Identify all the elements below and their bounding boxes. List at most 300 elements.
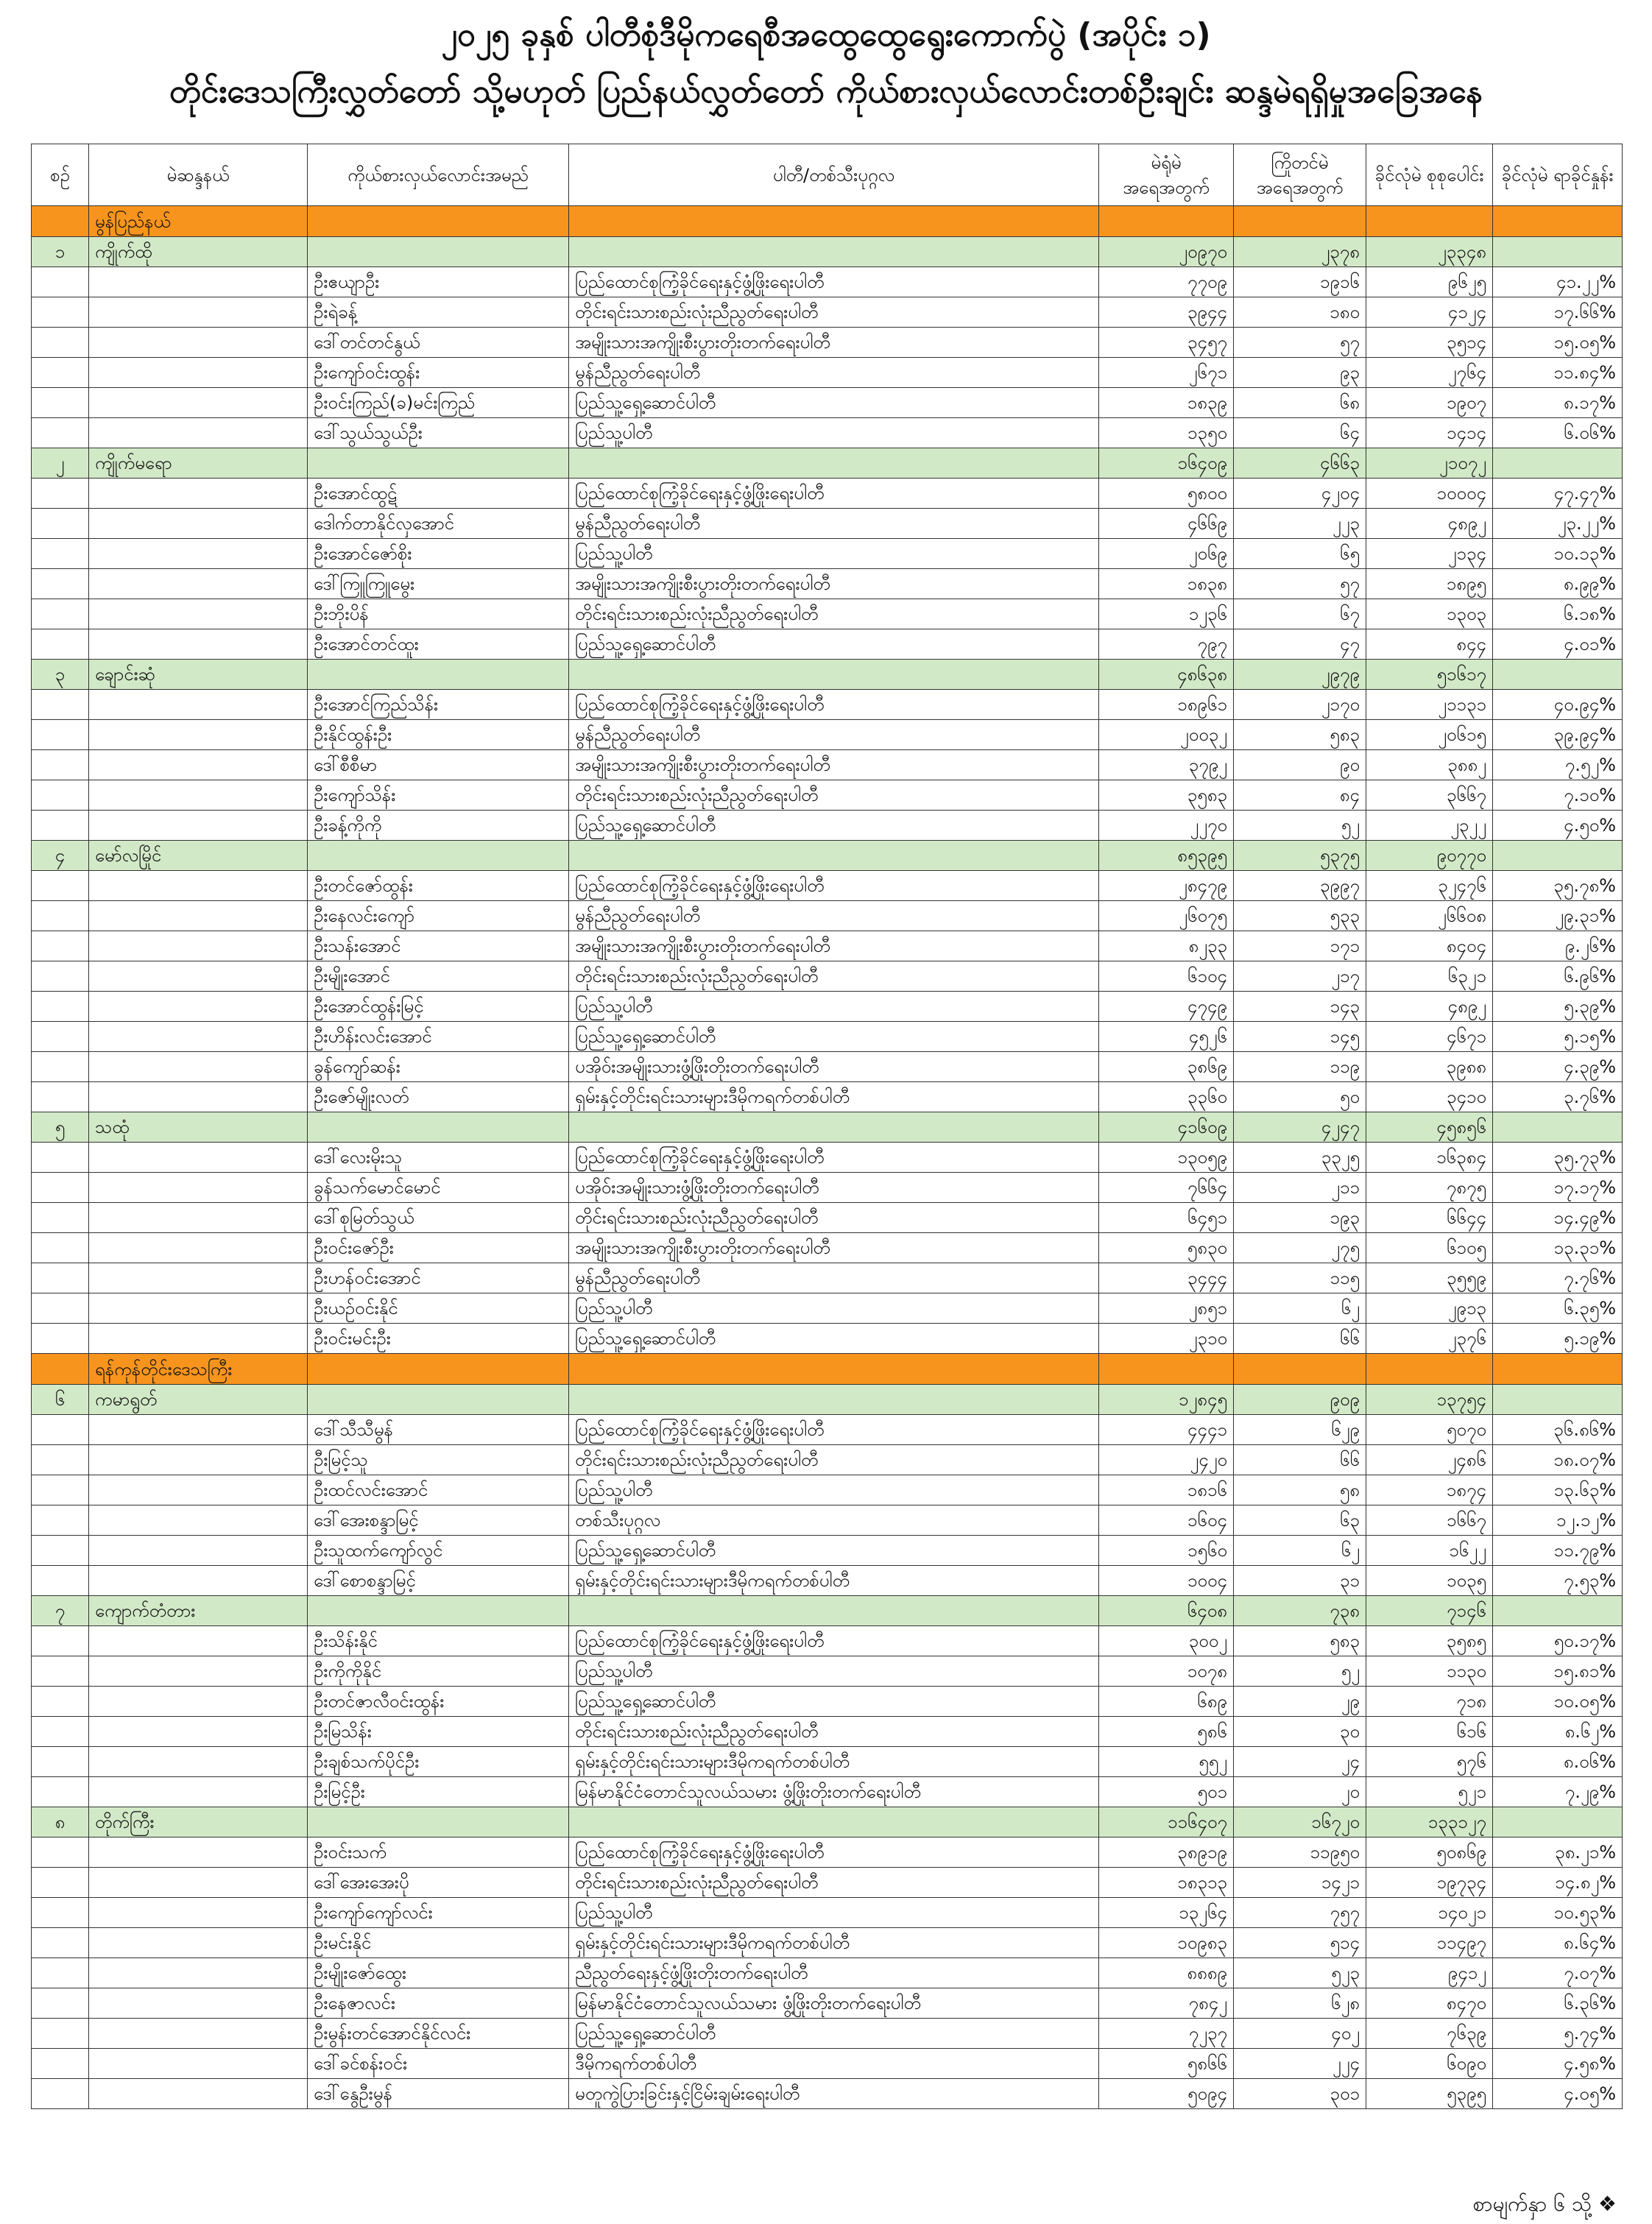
candidate-advance-votes: ၅၁၄ bbox=[1234, 1928, 1366, 1958]
candidate-party: ပြည်သူ့ပါတီ bbox=[569, 1898, 1099, 1928]
candidate-valid-votes: ၈၂၃၃ bbox=[1099, 931, 1234, 961]
candidate-valid-votes: ၅၈၆၆ bbox=[1099, 2049, 1234, 2079]
candidate-total-votes: ၈၄၄ bbox=[1366, 629, 1493, 660]
candidate-total-votes: ၄၈၉၂ bbox=[1366, 509, 1493, 539]
candidate-advance-votes: ၁၉၃ bbox=[1234, 1203, 1366, 1233]
candidate-cell-empty bbox=[32, 2079, 89, 2109]
candidate-total-votes: ၃၄၁၀ bbox=[1366, 1082, 1493, 1112]
candidate-percent: ၄၇.၄၇% bbox=[1493, 479, 1623, 509]
candidate-cell-empty bbox=[89, 297, 308, 328]
candidate-total-votes: ၆၁၀၅ bbox=[1366, 1233, 1493, 1263]
candidate-row bbox=[32, 1898, 1623, 1928]
candidate-cell-empty bbox=[89, 1838, 308, 1868]
candidate-cell-empty bbox=[89, 992, 308, 1022]
candidate-percent: ၈.၁၇% bbox=[1493, 388, 1623, 418]
region-cell-empty bbox=[569, 206, 1099, 237]
candidate-total-votes: ၁၄၀၂၁ bbox=[1366, 1898, 1493, 1928]
region-cell-empty bbox=[1366, 206, 1493, 237]
candidate-party: ပြည်ထောင်စုကြံ့ခိုင်ရေးနှင့်ဖွံ့ဖြိုးရေးပါတီ bbox=[569, 1838, 1099, 1868]
candidate-cell-empty bbox=[32, 1536, 89, 1566]
constituency-name: သထုံ bbox=[89, 1112, 308, 1143]
candidate-row bbox=[32, 1022, 1623, 1052]
candidate-cell-empty bbox=[89, 901, 308, 931]
candidate-cell-empty bbox=[32, 961, 89, 992]
candidate-row bbox=[32, 1324, 1623, 1354]
candidate-cell-empty bbox=[32, 358, 89, 388]
candidate-cell-empty bbox=[32, 1566, 89, 1596]
candidate-percent: ၃.၇၆% bbox=[1493, 1082, 1623, 1112]
candidate-advance-votes: ၉၀ bbox=[1234, 750, 1366, 780]
candidate-name: ဦးဇော်မျိုးလတ် bbox=[308, 1082, 569, 1112]
candidate-total-votes: ၃၆၆၇ bbox=[1366, 780, 1493, 811]
candidate-total-votes: ၁၁၄၉၇ bbox=[1366, 1928, 1493, 1958]
constituency-name: မော်လမြိုင် bbox=[89, 841, 308, 871]
candidate-advance-votes: ၆၂ bbox=[1234, 1293, 1366, 1324]
candidate-valid-votes: ၄၅၂၆ bbox=[1099, 1022, 1234, 1052]
candidate-name: ဦးဟန်ဝင်းအောင် bbox=[308, 1263, 569, 1293]
candidate-percent: ၁၁.၇၉% bbox=[1493, 1536, 1623, 1566]
candidate-percent: ၁၃.၃၁% bbox=[1493, 1233, 1623, 1263]
candidate-valid-votes: ၇၂၃၇ bbox=[1099, 2019, 1234, 2049]
region-cell-empty bbox=[1234, 206, 1366, 237]
constituency-cell-empty bbox=[1493, 660, 1623, 690]
candidate-cell-empty bbox=[32, 388, 89, 418]
constituency-row bbox=[32, 237, 1623, 267]
constituency-row bbox=[32, 660, 1623, 690]
candidate-cell-empty bbox=[89, 1928, 308, 1958]
candidate-advance-votes: ၆၆ bbox=[1234, 1324, 1366, 1354]
candidate-valid-votes: ၂၈၅၁ bbox=[1099, 1293, 1234, 1324]
candidate-party: ပြည်ထောင်စုကြံ့ခိုင်ရေးနှင့်ဖွံ့ဖြိုးရေးပါတီ bbox=[569, 690, 1099, 720]
candidate-party: ပြည်သူ့ရှေ့ဆောင်ပါတီ bbox=[569, 1022, 1099, 1052]
candidate-row bbox=[32, 1958, 1623, 1988]
constituency-cell-empty bbox=[569, 1807, 1099, 1838]
candidate-name: ဦးဟိန်းလင်းအောင် bbox=[308, 1022, 569, 1052]
candidate-party: ပအိုဝ်းအမျိုးသားဖွံ့ဖြိုးတိုးတက်ရေးပါတီ bbox=[569, 1052, 1099, 1082]
candidate-cell-empty bbox=[32, 1173, 89, 1203]
candidate-percent: ၅.၇၄% bbox=[1493, 2019, 1623, 2049]
candidate-party: ပြည်သူ့ပါတီ bbox=[569, 1656, 1099, 1687]
region-cell-empty bbox=[32, 1354, 89, 1385]
candidate-valid-votes: ၂၄၂၀ bbox=[1099, 1445, 1234, 1475]
candidate-valid-votes: ၃၄၅၇ bbox=[1099, 328, 1234, 358]
candidate-cell-empty bbox=[89, 1536, 308, 1566]
candidate-total-votes: ၁၆၃၈၄ bbox=[1366, 1143, 1493, 1173]
candidate-cell-empty bbox=[89, 1203, 308, 1233]
candidate-name: ဦးထင်လင်းအောင် bbox=[308, 1475, 569, 1505]
candidate-percent: ၄.၅၀% bbox=[1493, 811, 1623, 841]
candidate-cell-empty bbox=[89, 328, 308, 358]
candidate-total-votes: ၁၄၁၄ bbox=[1366, 418, 1493, 448]
candidate-cell-empty bbox=[32, 479, 89, 509]
constituency-total-votes: ၄၅၈၅၆ bbox=[1366, 1112, 1493, 1143]
constituency-total-valid: ၈၅၃၉၅ bbox=[1099, 841, 1234, 871]
candidate-name: ဦးချစ်သက်ပိုင်ဦး bbox=[308, 1747, 569, 1777]
candidate-party: အမျိုးသားအကျိုးစီးပွားတိုးတက်ရေးပါတီ bbox=[569, 931, 1099, 961]
candidate-name: ဦးနေဇာလင်း bbox=[308, 1988, 569, 2019]
candidate-valid-votes: ၅၀၁ bbox=[1099, 1777, 1234, 1807]
region-cell-empty bbox=[1099, 1354, 1234, 1385]
candidate-total-votes: ၁၉၇၃၄ bbox=[1366, 1868, 1493, 1898]
candidate-valid-votes: ၆၄၅၁ bbox=[1099, 1203, 1234, 1233]
candidate-advance-votes: ၁၄၅ bbox=[1234, 1022, 1366, 1052]
candidate-valid-votes: ၁၀၇၈ bbox=[1099, 1656, 1234, 1687]
candidate-row bbox=[32, 720, 1623, 750]
candidate-valid-votes: ၄၆၆၉ bbox=[1099, 509, 1234, 539]
constituency-name: ကျိုက်မရော bbox=[89, 448, 308, 479]
candidate-cell-empty bbox=[89, 418, 308, 448]
constituency-name: ချောင်းဆုံ bbox=[89, 660, 308, 690]
candidate-cell-empty bbox=[89, 1566, 308, 1596]
candidate-percent: ၅.၃၉% bbox=[1493, 992, 1623, 1022]
candidate-cell-empty bbox=[32, 1687, 89, 1717]
candidate-cell-empty bbox=[89, 1293, 308, 1324]
region-cell-empty bbox=[32, 206, 89, 237]
constituency-cell-empty bbox=[308, 841, 569, 871]
candidate-advance-votes: ၁၄၂၁ bbox=[1234, 1868, 1366, 1898]
candidate-row bbox=[32, 901, 1623, 931]
candidate-percent: ၂၉.၃၁% bbox=[1493, 901, 1623, 931]
header-total-votes: ခိုင်လုံမဲ စုစုပေါင်း bbox=[1366, 144, 1493, 206]
candidate-party: ပြည်သူ့ရှေ့ဆောင်ပါတီ bbox=[569, 629, 1099, 660]
constituency-total-advance: ၅၃၇၅ bbox=[1234, 841, 1366, 871]
candidate-cell-empty bbox=[89, 388, 308, 418]
constituency-total-advance: ၄၂၄၇ bbox=[1234, 1112, 1366, 1143]
candidate-party: ပြည်ထောင်စုကြံ့ခိုင်ရေးနှင့်ဖွံ့ဖြိုးရေးပါတီ bbox=[569, 1415, 1099, 1445]
candidate-advance-votes: ၂၁၁ bbox=[1234, 1173, 1366, 1203]
candidate-valid-votes: ၄၄၄၁ bbox=[1099, 1415, 1234, 1445]
candidate-name: ဒေါက်တာနိုင်လှအောင် bbox=[308, 509, 569, 539]
candidate-row bbox=[32, 539, 1623, 569]
candidate-percent: ၁၀.၀၅% bbox=[1493, 1687, 1623, 1717]
constituency-cell-empty bbox=[1493, 841, 1623, 871]
candidate-advance-votes: ၆၈ bbox=[1234, 388, 1366, 418]
candidate-total-votes: ၆၀၉၀ bbox=[1366, 2049, 1493, 2079]
candidate-row bbox=[32, 479, 1623, 509]
candidate-cell-empty bbox=[32, 720, 89, 750]
candidate-valid-votes: ၁၀၀၄ bbox=[1099, 1566, 1234, 1596]
candidate-cell-empty bbox=[32, 1263, 89, 1293]
candidate-cell-empty bbox=[32, 1293, 89, 1324]
candidate-total-votes: ၈၄၇၀ bbox=[1366, 1988, 1493, 2019]
candidate-total-votes: ၁၆၂၂ bbox=[1366, 1536, 1493, 1566]
candidate-total-votes: ၂၀၆၁၅ bbox=[1366, 720, 1493, 750]
region-row bbox=[32, 206, 1623, 237]
candidate-cell-empty bbox=[32, 1656, 89, 1687]
constituency-no: ၂ bbox=[32, 448, 89, 479]
candidate-cell-empty bbox=[89, 720, 308, 750]
constituency-name: ကျောက်တံတား bbox=[89, 1596, 308, 1626]
constituency-total-valid: ၁၆၄၀၉ bbox=[1099, 448, 1234, 479]
candidate-advance-votes: ၃၀၁ bbox=[1234, 2079, 1366, 2109]
candidate-row bbox=[32, 629, 1623, 660]
candidate-row bbox=[32, 388, 1623, 418]
candidate-total-votes: ၂၃၂၂ bbox=[1366, 811, 1493, 841]
constituency-total-advance: ၂၉၇၉ bbox=[1234, 660, 1366, 690]
candidate-name: ဒေါ်သွယ်သွယ်ဦး bbox=[308, 418, 569, 448]
candidate-cell-empty bbox=[32, 1324, 89, 1354]
candidate-row bbox=[32, 871, 1623, 901]
candidate-advance-votes: ၁၁၅ bbox=[1234, 1263, 1366, 1293]
candidate-cell-empty bbox=[32, 780, 89, 811]
candidate-cell-empty bbox=[32, 2049, 89, 2079]
candidate-row bbox=[32, 1445, 1623, 1475]
candidate-valid-votes: ၁၃၂၆၄ bbox=[1099, 1898, 1234, 1928]
candidate-total-votes: ၁၀၃၅ bbox=[1366, 1566, 1493, 1596]
candidate-cell-empty bbox=[32, 1415, 89, 1445]
constituency-total-advance: ၄၆၆၃ bbox=[1234, 448, 1366, 479]
candidate-valid-votes: ၅၀၉၄ bbox=[1099, 2079, 1234, 2109]
candidate-cell-empty bbox=[32, 1838, 89, 1868]
candidate-percent: ၇.၅၂% bbox=[1493, 750, 1623, 780]
candidate-total-votes: ၂၄၈၆ bbox=[1366, 1445, 1493, 1475]
candidate-cell-empty bbox=[89, 479, 308, 509]
candidate-advance-votes: ၂၀ bbox=[1234, 1777, 1366, 1807]
candidate-advance-votes: ၆၇ bbox=[1234, 599, 1366, 629]
candidate-party: ပြည်သူ့ရှေ့ဆောင်ပါတီ bbox=[569, 1687, 1099, 1717]
candidate-cell-empty bbox=[89, 1868, 308, 1898]
candidate-row bbox=[32, 1263, 1623, 1293]
candidate-cell-empty bbox=[89, 1898, 308, 1928]
candidate-cell-empty bbox=[32, 1626, 89, 1656]
constituency-row bbox=[32, 841, 1623, 871]
results-table bbox=[31, 144, 1623, 2109]
candidate-cell-empty bbox=[89, 961, 308, 992]
candidate-cell-empty bbox=[32, 750, 89, 780]
candidate-advance-votes: ၂၉ bbox=[1234, 1687, 1366, 1717]
candidate-cell-empty bbox=[32, 539, 89, 569]
candidate-party: ရှမ်းနှင့်တိုင်းရင်းသားများဒီမိုကရက်တစ်ပါတီ bbox=[569, 1928, 1099, 1958]
candidate-row bbox=[32, 1868, 1623, 1898]
candidate-valid-votes: ၅၈၆ bbox=[1099, 1717, 1234, 1747]
candidate-total-votes: ၇၈၇၅ bbox=[1366, 1173, 1493, 1203]
candidate-row bbox=[32, 509, 1623, 539]
constituency-cell-empty bbox=[1493, 1385, 1623, 1415]
candidate-cell-empty bbox=[89, 1263, 308, 1293]
candidate-valid-votes: ၅၅၂ bbox=[1099, 1747, 1234, 1777]
constituency-row bbox=[32, 1807, 1623, 1838]
constituency-cell-empty bbox=[569, 841, 1099, 871]
candidate-valid-votes: ၇၉၇ bbox=[1099, 629, 1234, 660]
candidate-name: ဦးကိုကိုနိုင် bbox=[308, 1656, 569, 1687]
candidate-row bbox=[32, 358, 1623, 388]
candidate-advance-votes: ၇၅၇ bbox=[1234, 1898, 1366, 1928]
region-cell-empty bbox=[1493, 1354, 1623, 1385]
candidate-cell-empty bbox=[32, 267, 89, 297]
candidate-advance-votes: ၆၃ bbox=[1234, 1505, 1366, 1536]
candidate-party: တိုင်းရင်းသားစည်းလုံးညီညွတ်ရေးပါတီ bbox=[569, 599, 1099, 629]
candidate-party: ရှမ်းနှင့်တိုင်းရင်းသားများဒီမိုကရက်တစ်ပါတီ bbox=[569, 1747, 1099, 1777]
candidate-percent: ၁၇.၆၆% bbox=[1493, 297, 1623, 328]
document-title-line-1: ၂၀၂၅ ခုနှစ် ပါတီစုံဒီမိုကရေစီအထွေထွေရွေးကောက်ပွဲ (အပိုင်း ၁) bbox=[441, 16, 1211, 54]
constituency-name: ကမာရွတ် bbox=[89, 1385, 308, 1415]
candidate-cell-empty bbox=[32, 1958, 89, 1988]
candidate-cell-empty bbox=[32, 871, 89, 901]
candidate-advance-votes: ၂၁၇ bbox=[1234, 961, 1366, 992]
candidate-advance-votes: ၄၂၀၄ bbox=[1234, 479, 1366, 509]
candidate-cell-empty bbox=[32, 931, 89, 961]
candidate-valid-votes: ၃၈၉၁၉ bbox=[1099, 1838, 1234, 1868]
candidate-valid-votes: ၂၆၀၇၅ bbox=[1099, 901, 1234, 931]
constituency-total-advance: ၁၆၇၂၀ bbox=[1234, 1807, 1366, 1838]
candidate-advance-votes: ၃၀ bbox=[1234, 1717, 1366, 1747]
candidate-valid-votes: ၂၀၆၉ bbox=[1099, 539, 1234, 569]
candidate-cell-empty bbox=[89, 1626, 308, 1656]
constituency-cell-empty bbox=[308, 1112, 569, 1143]
candidate-name: ဦးဧယျာဦး bbox=[308, 267, 569, 297]
header-advance-votes: ကြိုတင်မဲ အရေအတွက် bbox=[1234, 144, 1366, 206]
candidate-percent: ၇.၇၆% bbox=[1493, 1263, 1623, 1293]
constituency-row bbox=[32, 1112, 1623, 1143]
candidate-row bbox=[32, 1475, 1623, 1505]
candidate-advance-votes: ၃၁ bbox=[1234, 1566, 1366, 1596]
candidate-row bbox=[32, 1988, 1623, 2019]
candidate-valid-votes: ၁၈၃၈ bbox=[1099, 569, 1234, 599]
candidate-advance-votes: ၁၇၁ bbox=[1234, 931, 1366, 961]
candidate-cell-empty bbox=[32, 1717, 89, 1747]
candidate-row bbox=[32, 750, 1623, 780]
candidate-party: ညီညွတ်ရေးနှင့်ဖွံ့ဖြိုးတိုးတက်ရေးပါတီ bbox=[569, 1958, 1099, 1988]
candidate-advance-votes: ၂၄ bbox=[1234, 1747, 1366, 1777]
candidate-percent: ၆.၁၈% bbox=[1493, 599, 1623, 629]
candidate-valid-votes: ၇၈၄၂ bbox=[1099, 1988, 1234, 2019]
candidate-name: ဦးနေလင်းကျော် bbox=[308, 901, 569, 931]
candidate-party: တိုင်းရင်းသားစည်းလုံးညီညွတ်ရေးပါတီ bbox=[569, 780, 1099, 811]
candidate-advance-votes: ၂၂၄ bbox=[1234, 2049, 1366, 2079]
candidate-percent: ၁၄.၈၂% bbox=[1493, 1868, 1623, 1898]
candidate-cell-empty bbox=[89, 569, 308, 599]
candidate-cell-empty bbox=[89, 1415, 308, 1445]
candidate-advance-votes: ၁၁၉ bbox=[1234, 1052, 1366, 1082]
candidate-name: ဒေါ်အေးအေးပို bbox=[308, 1868, 569, 1898]
candidate-row bbox=[32, 1928, 1623, 1958]
constituency-row bbox=[32, 1385, 1623, 1415]
candidate-cell-empty bbox=[32, 1777, 89, 1807]
candidate-valid-votes: ၃၄၄၄ bbox=[1099, 1263, 1234, 1293]
candidate-advance-votes: ၆၂၈ bbox=[1234, 1988, 1366, 2019]
candidate-percent: ၇.၅၃% bbox=[1493, 1566, 1623, 1596]
constituency-total-votes: ၂၁၀၇၂ bbox=[1366, 448, 1493, 479]
constituency-cell-empty bbox=[1493, 448, 1623, 479]
candidate-cell-empty bbox=[89, 1233, 308, 1263]
candidate-cell-empty bbox=[32, 1747, 89, 1777]
candidate-name: ဦးအောင်တင်ထူး bbox=[308, 629, 569, 660]
candidate-row bbox=[32, 297, 1623, 328]
constituency-cell-empty bbox=[569, 1596, 1099, 1626]
candidate-party: မတူကွဲပြားခြင်းနှင့်ငြိမ်းချမ်းရေးပါတီ bbox=[569, 2079, 1099, 2109]
candidate-row bbox=[32, 780, 1623, 811]
candidate-percent: ၁၀.၁၃% bbox=[1493, 539, 1623, 569]
candidate-total-votes: ၄၁၂၄ bbox=[1366, 297, 1493, 328]
candidate-percent: ၆.၀၆% bbox=[1493, 418, 1623, 448]
constituency-cell-empty bbox=[308, 448, 569, 479]
candidate-percent: ၇.၁၀% bbox=[1493, 780, 1623, 811]
candidate-valid-votes: ၁၀၉၈၃ bbox=[1099, 1928, 1234, 1958]
candidate-valid-votes: ၂၃၁၀ bbox=[1099, 1324, 1234, 1354]
candidate-name: ဦးမွန်းတင်အောင်နိုင်လင်း bbox=[308, 2019, 569, 2049]
candidate-party: တိုင်းရင်းသားစည်းလုံးညီညွတ်ရေးပါတီ bbox=[569, 1445, 1099, 1475]
candidate-party: အမျိုးသားအကျိုးစီးပွားတိုးတက်ရေးပါတီ bbox=[569, 1233, 1099, 1263]
candidate-name: ဦးခန့်ကိုကို bbox=[308, 811, 569, 841]
candidate-percent: ၄.၅၈% bbox=[1493, 2049, 1623, 2079]
candidate-row bbox=[32, 2019, 1623, 2049]
candidate-cell-empty bbox=[89, 2049, 308, 2079]
candidate-party: မြန်မာနိုင်ငံတောင်သူလယ်သမား ဖွံ့ဖြိုးတိုးတက်ရေးပါတီ bbox=[569, 1988, 1099, 2019]
candidate-party: ပြည်သူ့ရှေ့ဆောင်ပါတီ bbox=[569, 811, 1099, 841]
candidate-cell-empty bbox=[89, 2019, 308, 2049]
candidate-name: ဒေါ်အေးစန္ဒာမြင့် bbox=[308, 1505, 569, 1536]
region-cell-empty bbox=[308, 1354, 569, 1385]
candidate-valid-votes: ၃၃၆၀ bbox=[1099, 1082, 1234, 1112]
candidate-party: ဒီမိုကရက်တစ်ပါတီ bbox=[569, 2049, 1099, 2079]
candidate-cell-empty bbox=[32, 1988, 89, 2019]
candidate-cell-empty bbox=[32, 901, 89, 931]
candidate-total-votes: ၃၅၁၄ bbox=[1366, 328, 1493, 358]
candidate-cell-empty bbox=[89, 1052, 308, 1082]
candidate-party: ရှမ်းနှင့်တိုင်းရင်းသားများဒီမိုကရက်တစ်ပါတီ bbox=[569, 1082, 1099, 1112]
candidate-valid-votes: ၃၀၀၂ bbox=[1099, 1626, 1234, 1656]
results-body bbox=[32, 206, 1623, 2109]
candidate-party: အမျိုးသားအကျိုးစီးပွားတိုးတက်ရေးပါတီ bbox=[569, 569, 1099, 599]
candidate-cell-empty bbox=[32, 1233, 89, 1263]
candidate-party: ပြည်သူ့ရှေ့ဆောင်ပါတီ bbox=[569, 1324, 1099, 1354]
candidate-name: ဦးအောင်ဇော်စိုး bbox=[308, 539, 569, 569]
candidate-total-votes: ၈၄၀၄ bbox=[1366, 931, 1493, 961]
candidate-row bbox=[32, 1536, 1623, 1566]
candidate-party: ရှမ်းနှင့်တိုင်းရင်းသားများဒီမိုကရက်တစ်ပါတီ bbox=[569, 1566, 1099, 1596]
candidate-cell-empty bbox=[32, 690, 89, 720]
candidate-valid-votes: ၂၈၄၇၉ bbox=[1099, 871, 1234, 901]
candidate-total-votes: ၆၃၂၁ bbox=[1366, 961, 1493, 992]
candidate-percent: ၈.၆၂% bbox=[1493, 1717, 1623, 1747]
region-cell-empty bbox=[1366, 1354, 1493, 1385]
candidate-row bbox=[32, 811, 1623, 841]
candidate-total-votes: ၂၁၃၄ bbox=[1366, 539, 1493, 569]
candidate-advance-votes: ၅၈၃ bbox=[1234, 720, 1366, 750]
candidate-advance-votes: ၈၄ bbox=[1234, 780, 1366, 811]
candidate-row bbox=[32, 1626, 1623, 1656]
candidate-party: ပြည်ထောင်စုကြံ့ခိုင်ရေးနှင့်ဖွံ့ဖြိုးရေးပါတီ bbox=[569, 1143, 1099, 1173]
candidate-percent: ၁၃.၆၃% bbox=[1493, 1475, 1623, 1505]
candidate-total-votes: ၁၈၇၄ bbox=[1366, 1475, 1493, 1505]
candidate-party: မွန်ညီညွတ်ရေးပါတီ bbox=[569, 358, 1099, 388]
header-constituency: မဲဆန္ဒနယ် bbox=[89, 144, 308, 206]
candidate-row bbox=[32, 1203, 1623, 1233]
candidate-percent: ၁၀.၅၃% bbox=[1493, 1898, 1623, 1928]
candidate-percent: ၄.၀၁% bbox=[1493, 629, 1623, 660]
candidate-cell-empty bbox=[32, 297, 89, 328]
candidate-cell-empty bbox=[89, 811, 308, 841]
candidate-total-votes: ၁၈၉၅ bbox=[1366, 569, 1493, 599]
candidate-cell-empty bbox=[32, 599, 89, 629]
candidate-cell-empty bbox=[89, 1445, 308, 1475]
constituency-cell-empty bbox=[1493, 1596, 1623, 1626]
candidate-valid-votes: ၁၆၀၄ bbox=[1099, 1505, 1234, 1536]
candidate-valid-votes: ၁၅၆၀ bbox=[1099, 1536, 1234, 1566]
candidate-cell-empty bbox=[89, 509, 308, 539]
candidate-row bbox=[32, 1143, 1623, 1173]
candidate-advance-votes: ၃၉၉၇ bbox=[1234, 871, 1366, 901]
candidate-valid-votes: ၆၁၀၄ bbox=[1099, 961, 1234, 992]
constituency-name: တိုက်ကြီး bbox=[89, 1807, 308, 1838]
candidate-party: ပြည်သူ့ပါတီ bbox=[569, 1293, 1099, 1324]
candidate-row bbox=[32, 992, 1623, 1022]
candidate-total-votes: ၁၁၃၀ bbox=[1366, 1656, 1493, 1687]
candidate-name: ဦးသန်းအောင် bbox=[308, 931, 569, 961]
candidate-cell-empty bbox=[32, 569, 89, 599]
header-party: ပါတီ/တစ်သီးပုဂ္ဂလ bbox=[569, 144, 1099, 206]
candidate-advance-votes: ၆၆ bbox=[1234, 1445, 1366, 1475]
